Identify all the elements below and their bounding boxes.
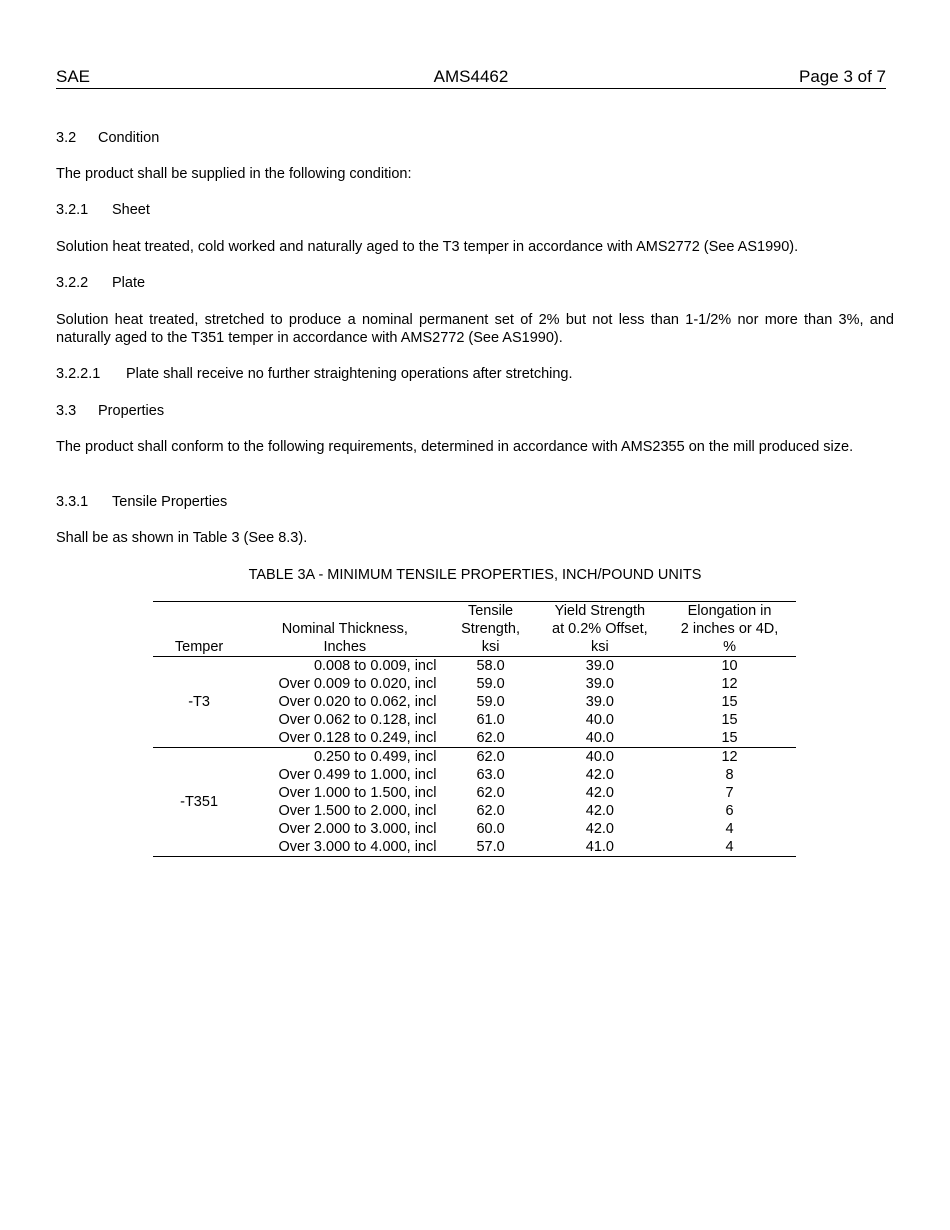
thickness-cell: 0.008 to 0.009, incl: [313, 658, 437, 674]
elongation-cell: 10: [721, 658, 738, 674]
section-3-3-1-heading: [56, 493, 227, 511]
header-thickness: Nominal Thickness, Inches: [245, 602, 444, 657]
section-number: 3.3.1: [56, 494, 89, 510]
section-number: 3.2.2: [56, 275, 89, 291]
section-3-2-heading: [56, 129, 159, 147]
tensile-cell: 58.0: [476, 658, 505, 674]
tensile-cell: 62.0: [476, 785, 505, 801]
header-elongation: Elongation in 2 inches or 4D, %: [663, 602, 796, 657]
tensile-cell: 63.0: [476, 767, 505, 783]
section-3-2-1-heading: [56, 201, 150, 219]
thickness-cell: Over 0.009 to 0.020, incl: [278, 676, 437, 692]
section-number: 3.2.2.1: [56, 366, 101, 382]
tensile-cell: 59.0: [476, 676, 505, 692]
elongation-cell: 4: [663, 838, 796, 857]
table-row: [153, 784, 796, 802]
header-publisher: SAE: [56, 67, 91, 86]
elongation-cell: 12: [721, 676, 738, 692]
temper-cell: -T3: [153, 657, 245, 748]
section-number: 3.3: [56, 403, 77, 419]
table-row: [153, 711, 796, 729]
tensile-cell: 62.0: [476, 749, 505, 765]
thickness-cell: Over 0.062 to 0.128, incl: [278, 712, 437, 728]
page-header: [56, 68, 886, 89]
table-row: [153, 802, 796, 820]
thickness-cell: Over 0.128 to 0.249, incl: [245, 729, 444, 748]
header-page-number: Page 3 of 7: [799, 67, 886, 86]
header-tensile: Tensile Strength, ksi: [444, 602, 536, 657]
yield-cell: 42.0: [585, 785, 614, 801]
thickness-cell: Over 1.000 to 1.500, incl: [278, 785, 437, 801]
table-row: [153, 729, 796, 748]
yield-cell: 40.0: [537, 729, 663, 748]
table-header-row: [153, 602, 796, 657]
table-row: [153, 838, 796, 857]
yield-cell: 42.0: [585, 803, 614, 819]
yield-cell: 39.0: [585, 694, 614, 710]
section-title: Plate: [112, 275, 146, 291]
section-3-3-text: The product shall conform to the following requirements, determined in accordance with AMS2355 on the mill produced size.: [56, 439, 854, 455]
section-3-3-1-text: Shall be as shown in Table 3 (See 8.3).: [56, 530, 308, 546]
table-row: [153, 675, 796, 693]
tensile-cell: 61.0: [476, 712, 505, 728]
section-3-2-1-text: Solution heat treated, cold worked and naturally aged to the T3 temper in accordance with AMS2772 (See AS1990).: [56, 239, 799, 255]
elongation-cell: 7: [725, 785, 734, 801]
section-3-2-2-heading: [56, 274, 145, 292]
thickness-cell: Over 3.000 to 4.000, incl: [245, 838, 444, 857]
yield-cell: 42.0: [585, 821, 614, 837]
header-temper: Temper: [153, 602, 245, 657]
section-title: Properties: [98, 403, 165, 419]
section-3-2-2-1-heading: [56, 365, 573, 383]
section-title: Sheet: [112, 202, 150, 218]
tensile-cell: 57.0: [444, 838, 536, 857]
elongation-cell: 12: [721, 749, 738, 765]
yield-cell: 41.0: [537, 838, 663, 857]
yield-cell: 39.0: [585, 658, 614, 674]
elongation-cell: 6: [725, 803, 734, 819]
elongation-cell: 15: [663, 729, 796, 748]
temper-cell: -T351: [153, 748, 245, 857]
tensile-cell: 59.0: [476, 694, 505, 710]
yield-cell: 40.0: [585, 749, 614, 765]
section-3-2-2-text: Solution heat treated, stretched to produce a nominal permanent set of 2% but not less than 1-1/2% nor more than 3%, and naturally aged to the T351 temper in accordance with AMS2772 (See AS1990).: [56, 312, 894, 346]
section-3-3-heading: [56, 402, 164, 420]
table-row: [153, 820, 796, 838]
elongation-cell: 8: [725, 767, 734, 783]
section-number: 3.2: [56, 130, 77, 146]
elongation-cell: 4: [725, 821, 734, 837]
thickness-cell: Over 1.500 to 2.000, incl: [278, 803, 437, 819]
section-title: Condition: [98, 130, 160, 146]
yield-cell: 40.0: [585, 712, 614, 728]
tensile-cell: 62.0: [476, 803, 505, 819]
table-row: [153, 748, 796, 767]
header-yield: Yield Strength at 0.2% Offset, ksi: [537, 602, 663, 657]
tensile-properties-table: [153, 601, 796, 857]
header-doc-number: AMS4462: [433, 67, 509, 86]
section-number: 3.2.1: [56, 202, 89, 218]
table-row: [153, 693, 796, 711]
elongation-cell: 15: [721, 712, 738, 728]
section-title: Tensile Properties: [112, 494, 228, 510]
table-title: TABLE 3A - MINIMUM TENSILE PROPERTIES, INCH/POUND UNITS: [248, 567, 702, 583]
section-3-2-text: The product shall be supplied in the following condition:: [56, 166, 412, 182]
section-title: Plate shall receive no further straightening operations after stretching.: [126, 366, 573, 382]
elongation-cell: 15: [721, 694, 738, 710]
thickness-cell: Over 2.000 to 3.000, incl: [278, 821, 437, 837]
thickness-cell: Over 0.020 to 0.062, incl: [278, 694, 437, 710]
yield-cell: 39.0: [585, 676, 614, 692]
yield-cell: 42.0: [585, 767, 614, 783]
tensile-cell: 62.0: [444, 729, 536, 748]
thickness-cell: 0.250 to 0.499, incl: [313, 749, 437, 765]
tensile-cell: 60.0: [476, 821, 505, 837]
thickness-cell: Over 0.499 to 1.000, incl: [278, 767, 437, 783]
table-row: [153, 766, 796, 784]
table-row: [153, 657, 796, 676]
